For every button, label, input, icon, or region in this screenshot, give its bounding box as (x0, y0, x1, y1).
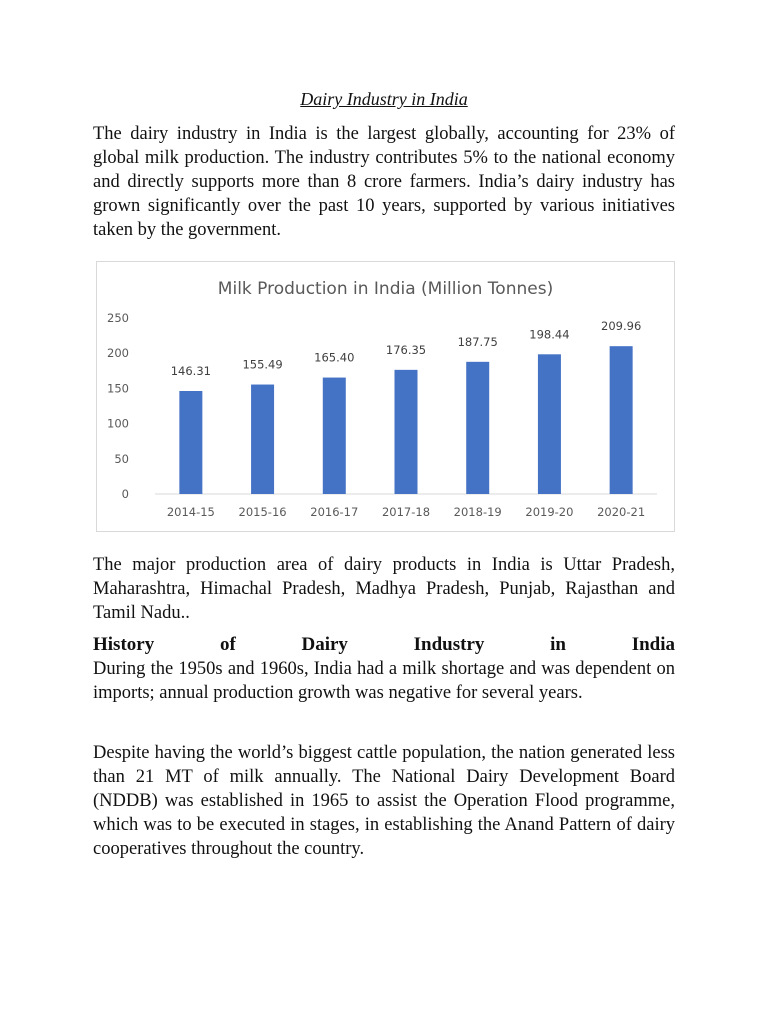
data-label: 146.31 (170, 363, 211, 378)
history-heading-word: History (93, 634, 155, 655)
y-tick-label: 150 (107, 381, 129, 396)
data-label: 198.44 (529, 327, 570, 342)
x-tick-label: 2020-21 (597, 505, 646, 519)
document-title: Dairy Industry in India (300, 89, 468, 109)
history-heading-word: of (219, 634, 236, 655)
y-tick-label: 200 (107, 346, 129, 361)
intro-paragraph: The dairy industry in India is the largest globally, accounting for 23% of global milk production. The industry contributes 5% to the national economy and directly supports more than 8 crore farmers. India’s dairy industry has grown significantly over the past 10 years, supported by various initiatives taken by the government. (93, 124, 675, 240)
y-tick-label: 0 (121, 487, 129, 501)
y-tick-label: 100 (107, 416, 129, 431)
x-tick-label: 2019-20 (525, 505, 574, 519)
chart-svg (97, 262, 674, 531)
data-label: 209.96 (601, 319, 642, 334)
chart-title: Milk Production in India (Million Tonnes) (217, 279, 554, 299)
history-paragraph-2: Despite having the world’s biggest cattle population, the nation generated less than 21 MT of milk annually. The National Dairy Development Board (NDDB) was established in 1965 to assist the Operation Flood programme, which was to be executed in stages, in establishing the Anand Pattern of dairy cooperatives throughout the country. (93, 743, 675, 859)
bar (251, 385, 274, 494)
x-tick-label: 2015-16 (238, 505, 287, 519)
x-tick-label: 2016-17 (310, 505, 359, 519)
milk-production-chart (96, 261, 675, 532)
bar (179, 391, 202, 494)
data-label: 176.35 (385, 342, 427, 357)
bar (395, 370, 418, 494)
y-tick-label: 50 (114, 451, 129, 466)
data-label: 165.40 (314, 350, 355, 365)
y-tick-label: 250 (107, 311, 129, 325)
bar (610, 346, 633, 494)
history-heading-word: in (550, 634, 566, 655)
history-heading-word: Industry (413, 634, 485, 655)
x-tick-label: 2017-18 (381, 505, 431, 519)
history-heading-word: Dairy (301, 634, 348, 655)
x-tick-label: 2014-15 (166, 505, 215, 519)
bar (466, 362, 489, 494)
data-label: 187.75 (457, 334, 498, 349)
history-heading-word: India (631, 634, 675, 655)
bar (538, 354, 561, 494)
data-label: 155.49 (242, 357, 283, 372)
x-tick-label: 2018-19 (453, 505, 502, 519)
bar (323, 378, 346, 494)
history-heading (93, 634, 675, 656)
history-paragraph-1: During the 1950s and 1960s, India had a milk shortage and was dependent on imports; annual production growth was negative for several years. (93, 659, 675, 703)
production-areas-paragraph: The major production area of dairy products in India is Uttar Pradesh, Maharashtra, Himachal Pradesh, Madhya Pradesh, Punjab, Rajasthan and Tamil Nadu.. (93, 555, 675, 623)
